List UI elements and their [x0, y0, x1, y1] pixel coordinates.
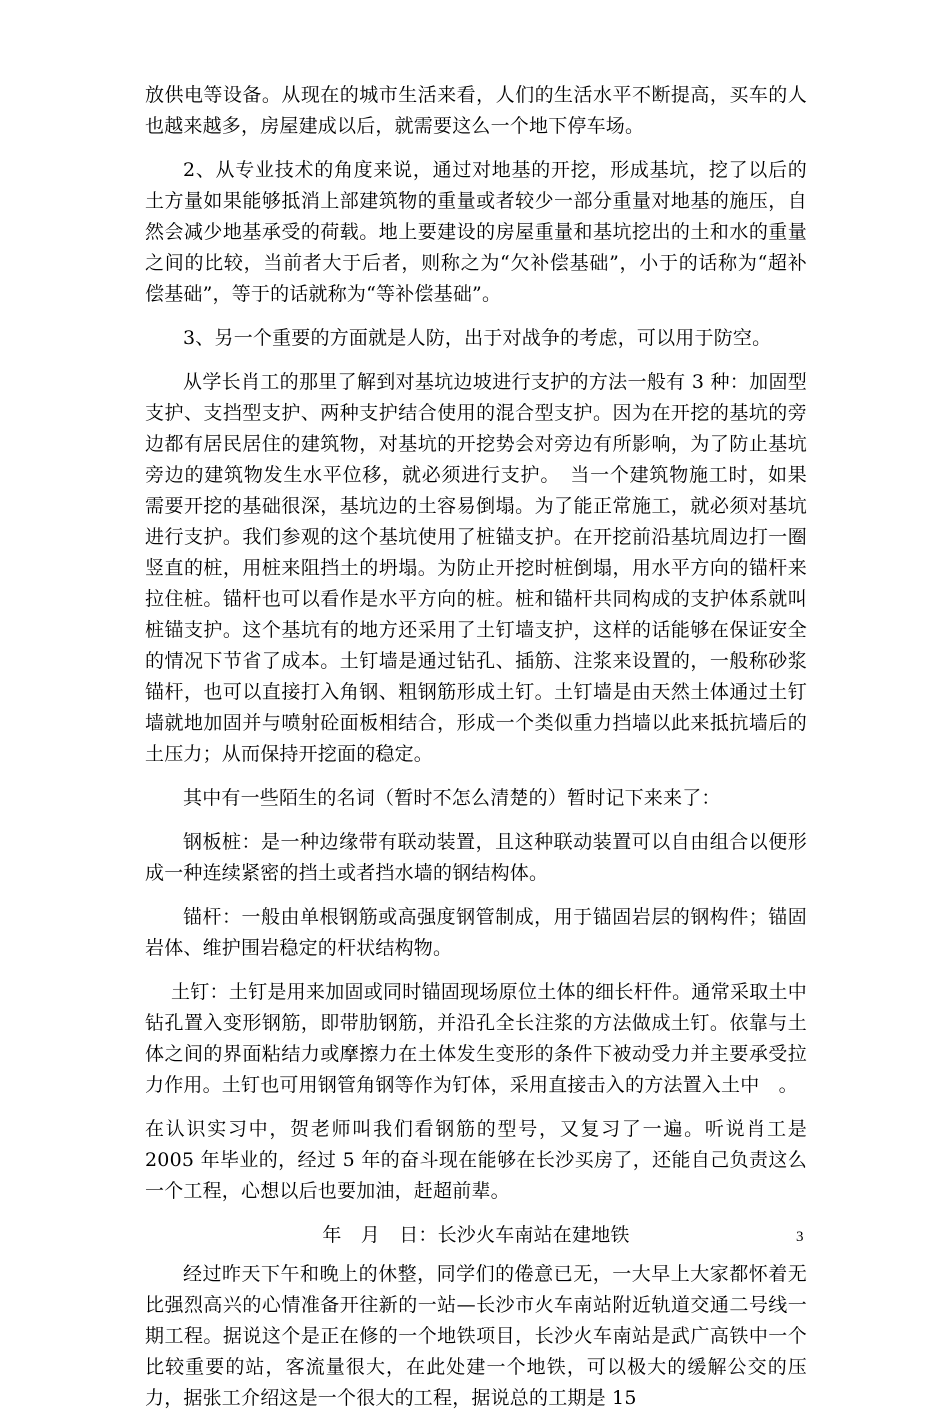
paragraph-steel-sheet-pile: 钢板桩：是一种边缘带有联动装置，且这种联动装置可以自由组合以便形成一种连续紧密的挡土或者挡水墙的钢结构体。: [145, 831, 807, 884]
paragraph-parking: 放供电等设备。从现在的城市生活来看，人们的生活水平不断提高，买车的人也越来越多，房屋建成以后，就需要这么一个地下停车场。: [145, 84, 807, 137]
paragraph-pit-support: 从学长肖工的那里了解到对基坑边坡进行支护的方法一般有 3 种：加固型支护、支挡型支护、两种支护结合使用的混合型支护。因为在开挖的基坑的旁边都有居民居住的建筑物，对基坑的开挖势会对旁边有所影响，为了防止基坑旁边的建筑物发生水平位移，就必须进行支护。 当一个建筑物施工时，如果需要开挖的基础很深，基坑边的土容易倒塌。为了能正常施工，就必须对基坑进行支护。我们参观的这个基坑使用了桩锚支护。在开挖前沿基坑周边打一圈竖直的桩，用桩来阻挡土的坍塌。为防止开挖时桩倒塌，用水平方向的锚杆来拉住桩。锚杆也可以看作是水平方向的桩。桩和锚杆共同构成的支护体系就叫桩锚支护。这个基坑有的地方还采用了土钉墙支护，这样的话能够在保证安全的情况下节省了成本。土钉墙是通过钻孔、插筋、注浆来设置的，一般称砂浆锚杆，也可以直接打入角钢、粗钢筋形成土钉。土钉墙是由天然土体通过土钉墙就地加固并与喷射砼面板相结合，形成一个类似重力挡墙以此来抵抗墙后的土压力；从而保持开挖面的稳定。: [145, 371, 807, 765]
section-heading: 年 月 日：长沙火车南站在建地铁: [322, 1224, 630, 1246]
paragraph-soil-nail: 土钉：土钉是用来加固或同时锚固现场原位土体的细长杆件。通常采取土中钻孔置入变形钢筋，即带肋钢筋，并沿孔全长注浆的方法做成土钉。依靠与土体之间的界面粘结力或摩擦力在土体发生变形的条件下被动受力并主要承受拉力作用。土钉也可用钢管角钢等作为钉体，采用直接击入的方法置入土中 。: [145, 981, 807, 1096]
paragraph-unfamiliar-terms: 其中有一些陌生的名词（暂时不怎么清楚的）暂时记下来来了：: [183, 787, 721, 809]
paragraph-compensation-foundation: 2、从专业技术的角度来说，通过对地基的开挖，形成基坑，挖了以后的土方量如果能够抵消上部建筑物的重量或者较少一部分重量对地基的施压，自然会减少地基承受的荷载。地上要建设的房屋重量和基坑挖出的土和水的重量之间的比较，当前者大于后者，则称之为“欠补偿基础”，小于的话称为“超补偿基础”，等于的话就称为“等补偿基础”。: [145, 159, 807, 305]
page-number: 3: [796, 1229, 804, 1245]
paragraph-internship-reflection: 在认识实习中，贺老师叫我们看钢筋的型号，又复习了一遍。听说肖工是 2005 年毕业的，经过 5 年的奋斗现在能够在长沙买房了，还能自己负责这么一个工程，心想以后也要加油，赶超前辈。: [145, 1118, 807, 1202]
paragraph-subway-site: 经过昨天下午和晚上的休整，同学们的倦意已无，一大早上大家都怀着无比强烈高兴的心情准备开往新的一站—长沙市火车南站附近轨道交通二号线一期工程。据说这个是正在修的一个地铁项目，长沙火车南站是武广高铁中一个比较重要的站，客流量很大，在此处建一个地铁，可以极大的缓解公交的压力，据张工介绍这是一个很大的工程，据说总的工期是 15: [145, 1263, 807, 1409]
paragraph-civil-defense: 3、另一个重要的方面就是人防，出于对战争的考虑，可以用于防空。: [183, 327, 772, 349]
page-body: [145, 80, 807, 1414]
paragraph-anchor-rod: 锚杆：一般由单根钢筋或高强度钢管制成，用于锚固岩层的钢构件；锚固岩体、维护围岩稳定的杆状结构物。: [145, 906, 807, 959]
